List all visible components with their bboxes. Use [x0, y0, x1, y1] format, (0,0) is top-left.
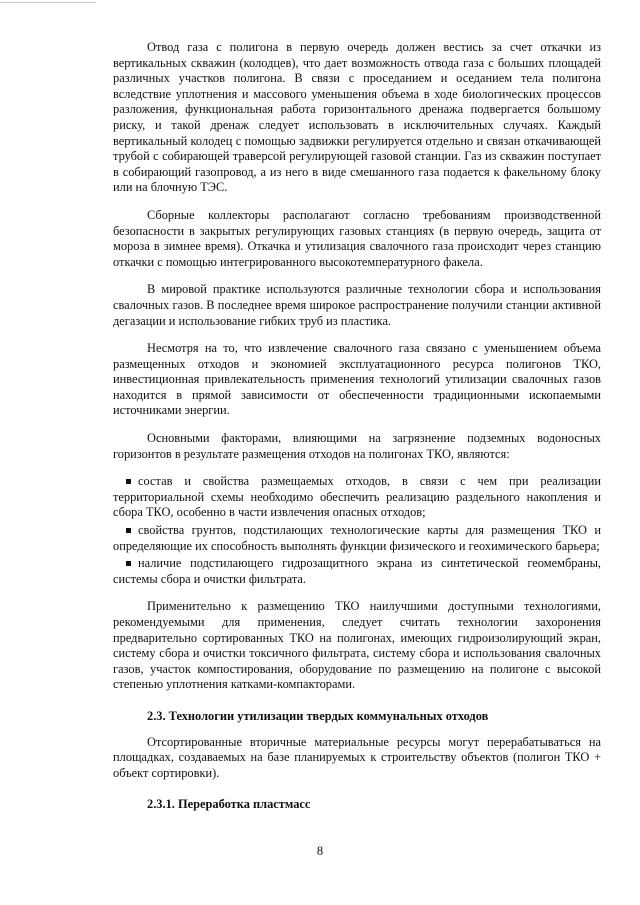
list-item-text: свойства грунтов, подстилающих технологические карты для размещения ТКО и определяющие их способность выполнять функции физического и геохимического барьера;: [113, 523, 601, 553]
bullet-square-icon: [126, 561, 131, 566]
list-item: [113, 556, 601, 587]
list-item-text: наличие подстилающего гидрозащитного экрана из синтетической геомембраны, системы сбора и очистки фильтрата.: [113, 556, 601, 586]
page-number: 8: [316, 844, 324, 858]
paragraph-investment: Несмотря на то, что извлечение свалочного газа связано с уменьшением объема размещенных отходов и экономией эксплуатационного ресурса полигонов ТКО, инвестиционная привлекательность применения технологий утилизации свалочных газов находится в прямой зависимости от обеспеченности традиционными ископаемыми источниками энергии.: [113, 341, 601, 418]
paragraph-collectors: Сборные коллекторы располагают согласно требованиям производственной безопасности в закрытых регулирующих газовых станциях (в первую очередь, защита от мороза в зимнее время). Откачка и утилизация свалочного газа происходит через станцию откачки с помощью интегрированного высокотемпературного факела.: [113, 207, 601, 269]
factors-list: [113, 474, 601, 587]
scan-edge-mark: [0, 2, 96, 3]
bullet-square-icon: [126, 479, 131, 484]
list-item: [113, 523, 601, 554]
list-item-text: состав и свойства размещаемых отходов, в связи с чем при реализации территориальной схемы необходимо обеспечить реализацию раздельного накопления и сбора ТКО, особенно в части извлечения опасных отходов;: [113, 474, 601, 520]
paragraph-secondary-resources: Отсортированные вторичные материальные ресурсы могут перерабатываться на площадках, создаваемых на базе планируемых к строительству объектов (полигон ТКО + объект сортировки).: [113, 734, 601, 780]
list-item: [113, 474, 601, 521]
document-page: [113, 40, 601, 823]
section-heading: 2.3. Технологии утилизации твердых коммунальных отходов: [147, 708, 489, 723]
paragraph-factors-intro: Основными факторами, влияющими на загрязнение подземных водоносных горизонтов в результате размещения отходов на полигонах ТКО, являются:: [113, 431, 601, 461]
paragraph-gas-extraction: Отвод газа с полигона в первую очередь должен вестись за счет откачки из вертикальных скважин (колодцев), что дает возможность отвода газа с больших площадей различных участков полигона. В связи с проседанием и оседанием тела полигона вследствие уплотнения и массового уменьшения объема в ходе биологических процессов разложения, функциональная работа горизонтального дренажа подвергается большому риску, и такой дренаж следует использовать в исключительных случаях. Каждый вертикальный колодец с помощью задвижки регулируется отдельно и связан откачивающей трубой с собирающей траверсой регулирующей газовой станции. Газ из скважин поступает в собирающий газопровод, а из него в виде смешанного газа подается к факельному блоку или на блочную ТЭС.: [113, 40, 601, 195]
subsection-heading: 2.3.1. Переработка пластмасс: [147, 797, 311, 812]
paragraph-best-technologies: Применительно к размещению ТКО наилучшими доступными технологиями, рекомендуемыми для применения, следует считать технологии захоронения предварительно сортированных ТКО на полигонах, имеющих гидроизолирующий экран, систему сбора и очистки токсичного фильтрата, систему сбора и использования свалочных газов, участок компостирования, оборудование по размещению на полигоне с высокой степенью уплотнения катками-компакторами.: [113, 599, 601, 692]
paragraph-world-practice: В мировой практике используются различные технологии сбора и использования свалочных газов. В последнее время широкое распространение получили станции активной дегазации и использование гибких труб из пластика.: [113, 282, 601, 328]
bullet-square-icon: [126, 528, 131, 533]
